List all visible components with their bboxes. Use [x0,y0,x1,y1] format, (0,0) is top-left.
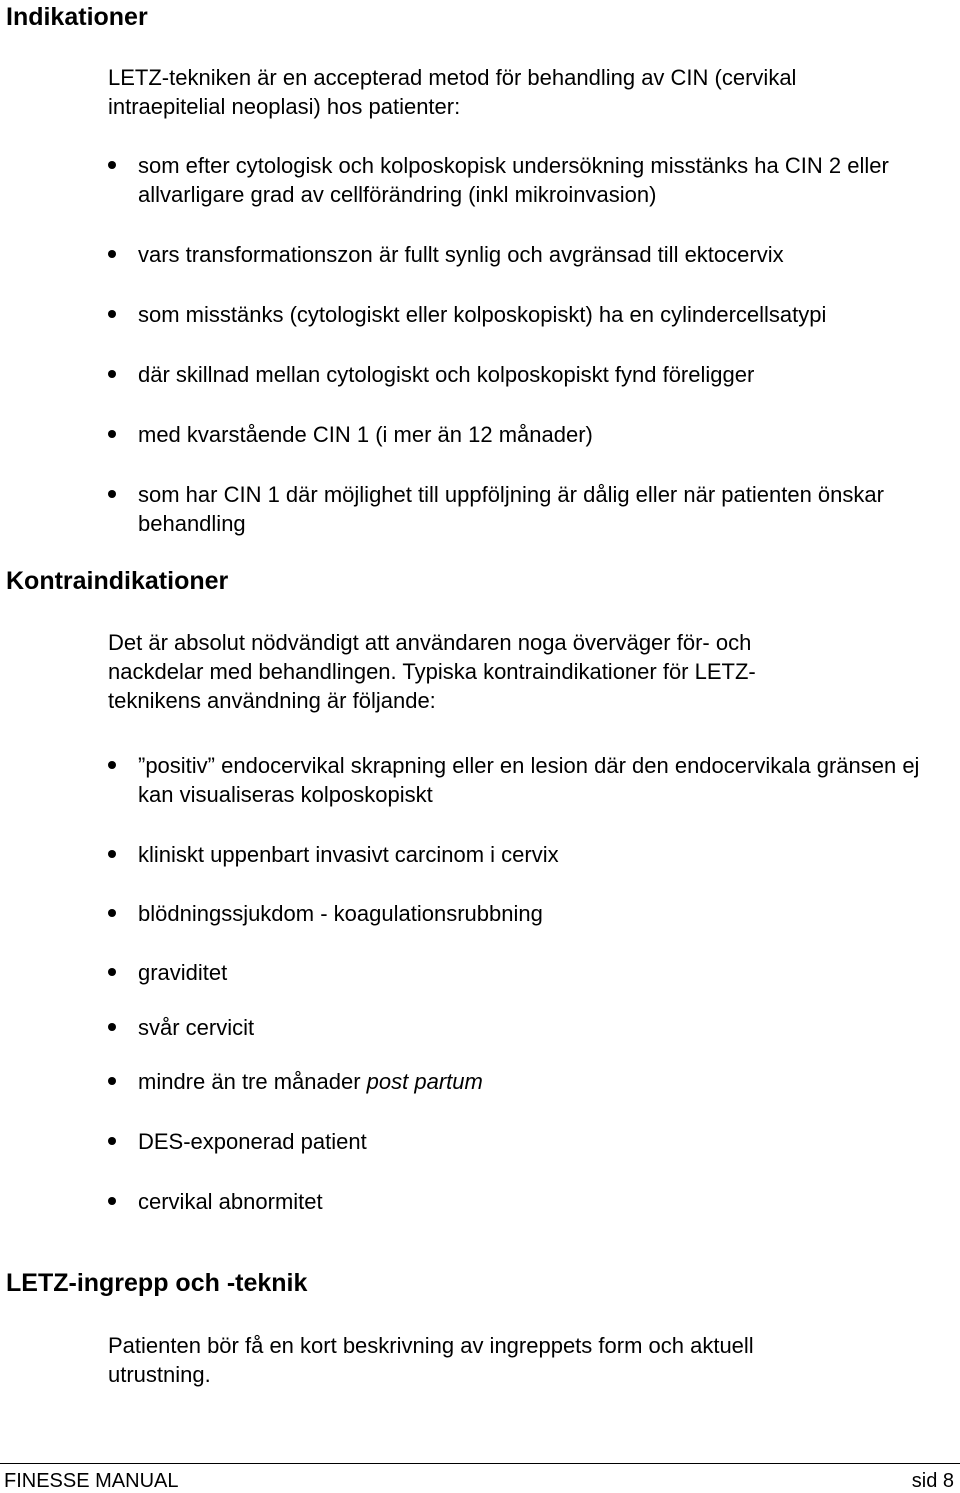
list-item [108,151,938,209]
list-item [108,480,938,538]
footer-divider [0,1463,960,1464]
indikationer-intro-line-1: LETZ-tekniken är en accepterad metod för behandling av CIN (cervikal [108,65,797,90]
list-item-text: kliniskt uppenbart invasivt carcinom i cervix [138,842,559,867]
bullet-icon [108,1197,116,1205]
kontraindikationer-intro [108,628,938,715]
indikationer-intro [108,63,938,121]
bullet-icon [108,161,116,169]
section-heading-kontraindikationer: Kontraindikationer [6,567,229,595]
bullet-icon [108,968,116,976]
bullet-icon [108,909,116,917]
list-item-text: som misstänks (cytologiskt eller kolposkopiskt) ha en cylindercellsatypi [138,302,827,327]
list-item-text-italic: post partum [366,1069,483,1094]
list-item-text: cervikal abnormitet [138,1189,323,1214]
section-heading-indikationer: Indikationer [6,3,148,31]
list-item-text: med kvarstående CIN 1 (i mer än 12 månader) [138,422,593,447]
bullet-icon [108,850,116,858]
ingrepp-intro-line-2: utrustning. [108,1362,211,1387]
list-item [108,840,938,869]
list-item [108,1067,938,1096]
list-item-text: som efter cytologisk och kolposkopisk undersökning misstänks ha CIN 2 eller allvarligare grad av cellförändring (inkl mikroinvasion) [138,153,889,207]
list-item [108,420,938,449]
list-item [108,1127,938,1156]
list-item-text: ”positiv” endocervikal skrapning eller en lesion där den endocervikala gränsen ej kan visualiseras kolposkopiskt [138,753,920,807]
list-item [108,1187,938,1216]
indikationer-intro-line-2: intraepitelial neoplasi) hos patienter: [108,94,461,119]
list-item [108,1013,938,1042]
bullet-icon [108,310,116,318]
kontraindikationer-intro-line-3: teknikens användning är följande: [108,688,436,713]
list-item-text [138,1067,938,1096]
list-item-text: vars transformationszon är fullt synlig och avgränsad till ektocervix [138,242,784,267]
bullet-icon [108,761,116,769]
list-item [108,958,938,987]
footer-title: FINESSE MANUAL [4,1470,179,1492]
section-heading-ingrepp: LETZ-ingrepp och -teknik [6,1269,308,1297]
kontraindikationer-intro-line-1: Det är absolut nödvändigt att användaren noga överväger för- och [108,630,752,655]
list-item-text: DES-exponerad patient [138,1129,367,1154]
list-item [108,360,938,389]
list-item-text: blödningssjukdom - koagulationsrubbning [138,901,543,926]
ingrepp-intro-line-1: Patienten bör få en kort beskrivning av ingreppets form och aktuell [108,1333,754,1358]
list-item [108,300,938,329]
bullet-icon [108,1023,116,1031]
list-item [108,899,938,928]
list-item-text: som har CIN 1 där möjlighet till uppföljning är dålig eller när patienten önskar behandling [138,482,884,536]
list-item-text: där skillnad mellan cytologiskt och kolposkopiskt fynd föreligger [138,362,755,387]
bullet-icon [108,370,116,378]
bullet-icon [108,1137,116,1145]
bullet-icon [108,250,116,258]
bullet-icon [108,490,116,498]
list-item [108,751,938,809]
kontraindikationer-intro-line-2: nackdelar med behandlingen. Typiska kontraindikationer för LETZ- [108,659,756,684]
list-item-text: graviditet [138,960,228,985]
ingrepp-intro [108,1331,938,1389]
list-item [108,240,938,269]
bullet-icon [108,1077,116,1085]
list-item-text: svår cervicit [138,1015,255,1040]
bullet-icon [108,430,116,438]
list-item-text-plain: mindre än tre månader [138,1069,367,1094]
page-number: sid 8 [911,1470,954,1492]
